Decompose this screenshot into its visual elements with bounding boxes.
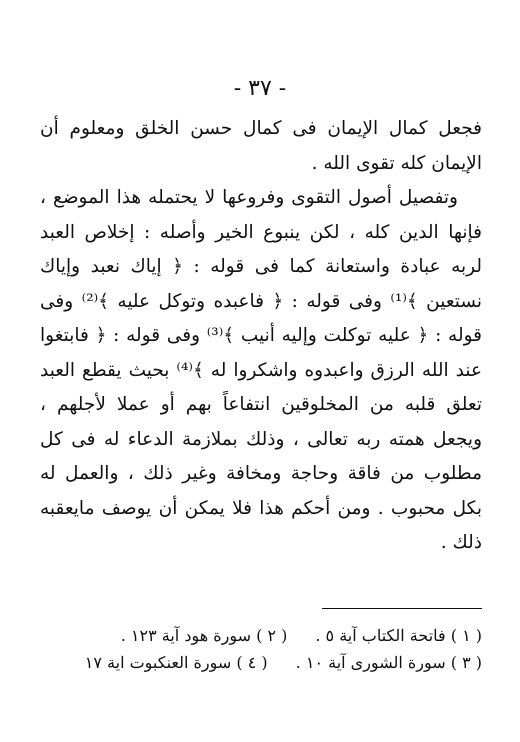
body-text	[40, 112, 482, 561]
footnote-line	[40, 649, 482, 676]
footnotes	[40, 622, 482, 676]
footnote-1: ( ١ ) فاتحة الكتاب آية ٥ .	[315, 626, 482, 645]
footnote-4: ( ٤ ) سورة العنكبوت اية ١٧	[84, 653, 268, 672]
paragraph: فجعل كمال الإيمان فى كمال حسن الخلق ومعلوم أن الإيمان كله تقوى الله .	[40, 118, 482, 174]
footnote-3: ( ٣ ) سورة الشورى آية ١٠ .	[295, 653, 482, 672]
page-number: - ٣٧ -	[233, 76, 287, 101]
footnote-line	[40, 622, 482, 649]
paragraph: وتفصيل أصول التقوى وفروعها لا يحتمله هذا الموضع ، فإنها الدين كله ، لكن ينبوع الخير وأصله : إخلاص العبد لربه عبادة واستعانة كما فى قوله : ﴿ إياك نعبد وإياك نستعين ﴾⁽¹⁾ وفى قوله : ﴿ فاعبده وتوكل عليه ﴾⁽²⁾ وفى قوله : ﴿ عليه توكلت وإليه أنيب ﴾⁽³⁾ وفى قوله : ﴿ فابتغوا عند الله الرزق واعبدوه واشكروا له ﴾⁽⁴⁾ بحيث يقطع العبد تعلق قلبه من المخلوقين انتفاعاً بهم أو عملا لأجلهم ، ويجعل همته ربه تعالى ، وذلك بملازمة الدعاء له فى كل مطلوب من فاقة وحاجة ومخافة وغير ذلك ، والعمل له بكل محبوب . ومن أحكم هذا فلا يمكن أن يوصف مايعقبه ذلك .	[40, 187, 482, 553]
footnote-divider	[322, 608, 482, 609]
footnote-2: ( ٢ ) سورة هود آية ١٢٣ .	[120, 626, 288, 645]
